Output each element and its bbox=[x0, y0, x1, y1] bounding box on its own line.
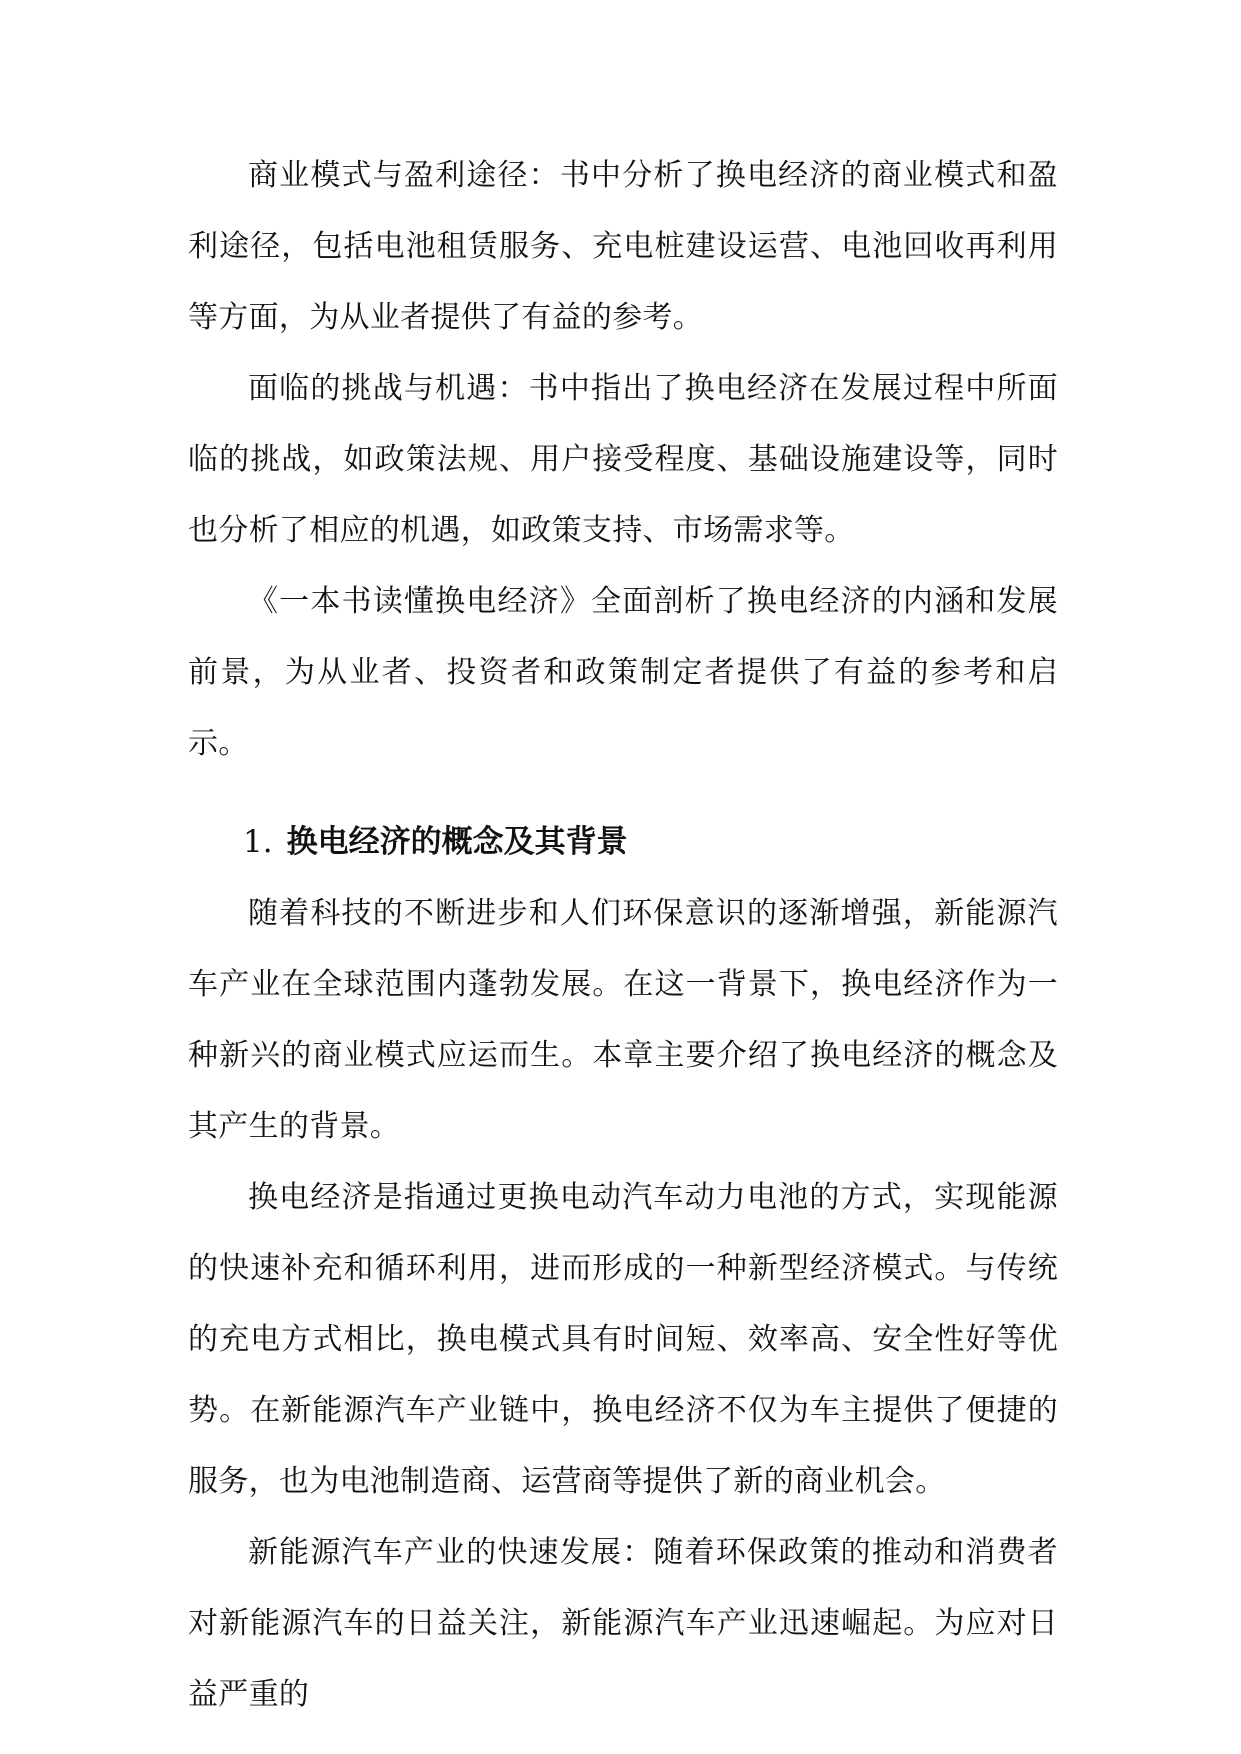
document-body bbox=[188, 140, 1058, 1730]
paragraph-nev-development: 新能源汽车产业的快速发展：随着环保政策的推动和消费者对新能源汽车的日益关注，新能源汽车产业迅速崛起。为应对日益严重的 bbox=[188, 1535, 1058, 1712]
paragraph-background-intro: 随着科技的不断进步和人们环保意识的逐渐增强，新能源汽车产业在全球范围内蓬勃发展。在这一背景下，换电经济作为一种新兴的商业模式应运而生。本章主要介绍了换电经济的概念及其产生的背景。 bbox=[188, 896, 1058, 1144]
section-heading bbox=[188, 807, 1058, 878]
section-title: 换电经济的概念及其背景 bbox=[286, 824, 628, 860]
paragraph-challenges-opportunities: 面临的挑战与机遇：书中指出了换电经济在发展过程中所面临的挑战，如政策法规、用户接受程度、基础设施建设等，同时也分析了相应的机遇，如政策支持、市场需求等。 bbox=[188, 371, 1058, 548]
paragraph-book-summary: 《一本书读懂换电经济》全面剖析了换电经济的内涵和发展前景，为从业者、投资者和政策制定者提供了有益的参考和启示。 bbox=[188, 584, 1058, 761]
paragraph-concept-definition: 换电经济是指通过更换电动汽车动力电池的方式，实现能源的快速补充和循环利用，进而形成的一种新型经济模式。与传统的充电方式相比，换电模式具有时间短、效率高、安全性好等优势。在新能源汽车产业链中，换电经济不仅为车主提供了便捷的服务，也为电池制造商、运营商等提供了新的商业机会。 bbox=[188, 1180, 1058, 1499]
paragraph-business-model: 商业模式与盈利途径：书中分析了换电经济的商业模式和盈利途径，包括电池租赁服务、充电桩建设运营、电池回收再利用等方面，为从业者提供了有益的参考。 bbox=[188, 158, 1058, 335]
section-number: 1. bbox=[243, 824, 273, 860]
